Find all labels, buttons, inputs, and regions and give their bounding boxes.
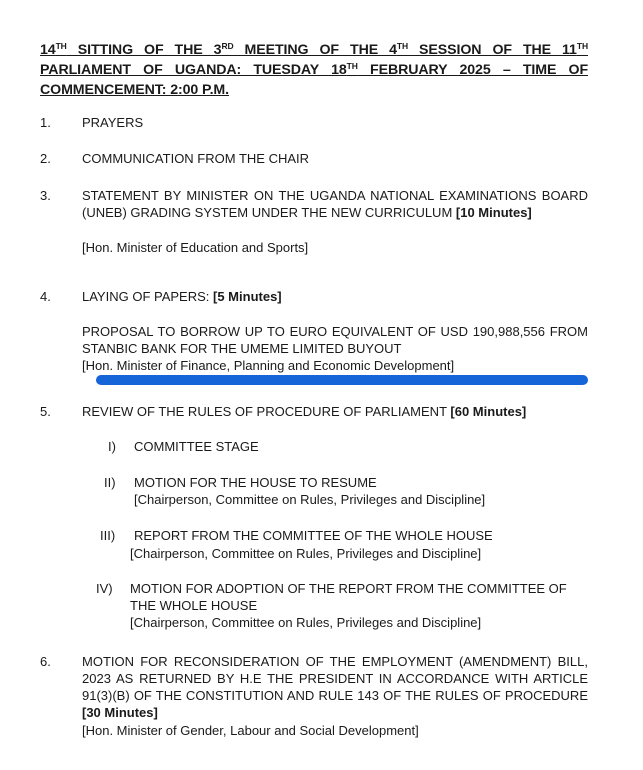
item-presenter: [Hon. Minister of Finance, Planning and Economic Development] (82, 358, 455, 373)
item-communication: COMMUNICATION FROM THE CHAIR (82, 151, 310, 166)
item-number: 1. (40, 115, 51, 130)
item-duration: [60 Minutes] (450, 404, 527, 419)
highlight-marker (96, 375, 588, 385)
item-number: 4. (40, 289, 51, 304)
sub-item-presenter: [Chairperson, Committee on Rules, Privileges and Discipline] (134, 492, 486, 507)
item-duration: [30 Minutes] (82, 705, 158, 720)
item-employment-bill: MOTION FOR RECONSIDERATION OF THE EMPLOYMENT (AMENDMENT) BILL, 2023 AS RETURNED BY H.E THE PRESIDENT IN ACCORDANCE WITH ARTICLE 91(3)(B) OF THE CONSTITUTION AND RULE 143 OF THE RULES OF PROCEDURE [30 Minutes] (82, 654, 588, 720)
sub-item-number: IV) (96, 581, 113, 596)
sub-item-number: III) (100, 528, 116, 543)
item-rules-review: REVIEW OF THE RULES OF PROCEDURE OF PARLIAMENT [60 Minutes] (82, 404, 527, 419)
item-number: 5. (40, 404, 51, 419)
item-presenter: [Hon. Minister of Education and Sports] (82, 240, 309, 255)
sub-item-number: II) (104, 475, 116, 490)
sub-item-presenter: [Chairperson, Committee on Rules, Privileges and Discipline] (130, 615, 482, 630)
item-number: 2. (40, 151, 51, 166)
order-paper-heading: 14TH SITTING OF THE 3RD MEETING OF THE 4TH SESSION OF THE 11TH PARLIAMENT OF UGANDA: TUESDAY 18TH FEBRUARY 2025 – TIME OF COMMENCEMENT: 2:00 P.M. (40, 41, 589, 98)
sub-item-house-resume: MOTION FOR THE HOUSE TO RESUME (134, 475, 377, 490)
sub-item-number: I) (108, 439, 116, 454)
item-prayers: PRAYERS (82, 115, 144, 130)
item-uneb-statement: STATEMENT BY MINISTER ON THE UGANDA NATIONAL EXAMINATIONS BOARD (UNEB) GRADING SYSTEM UNDER THE NEW CURRICULUM [10 Minutes] (82, 188, 588, 220)
item-presenter: [Hon. Minister of Gender, Labour and Social Development] (82, 723, 419, 738)
sub-item-adoption-motion: MOTION FOR ADOPTION OF THE REPORT FROM THE COMMITTEE OF THE WHOLE HOUSE (130, 581, 567, 613)
paper-proposal: PROPOSAL TO BORROW UP TO EURO EQUIVALENT OF USD 190,988,556 FROM STANBIC BANK FOR THE UMEME LIMITED BUYOUT (82, 324, 588, 356)
sub-item-committee-stage: COMMITTEE STAGE (134, 439, 259, 454)
sub-item-whole-house-report: REPORT FROM THE COMMITTEE OF THE WHOLE HOUSE (134, 528, 493, 543)
item-duration: [5 Minutes] (213, 289, 282, 304)
item-number: 6. (40, 654, 51, 669)
item-laying-papers: LAYING OF PAPERS: [5 Minutes] (82, 289, 282, 304)
item-duration: [10 Minutes] (455, 205, 532, 220)
sub-item-presenter: [Chairperson, Committee on Rules, Privileges and Discipline] (130, 546, 482, 561)
item-number: 3. (40, 188, 51, 203)
